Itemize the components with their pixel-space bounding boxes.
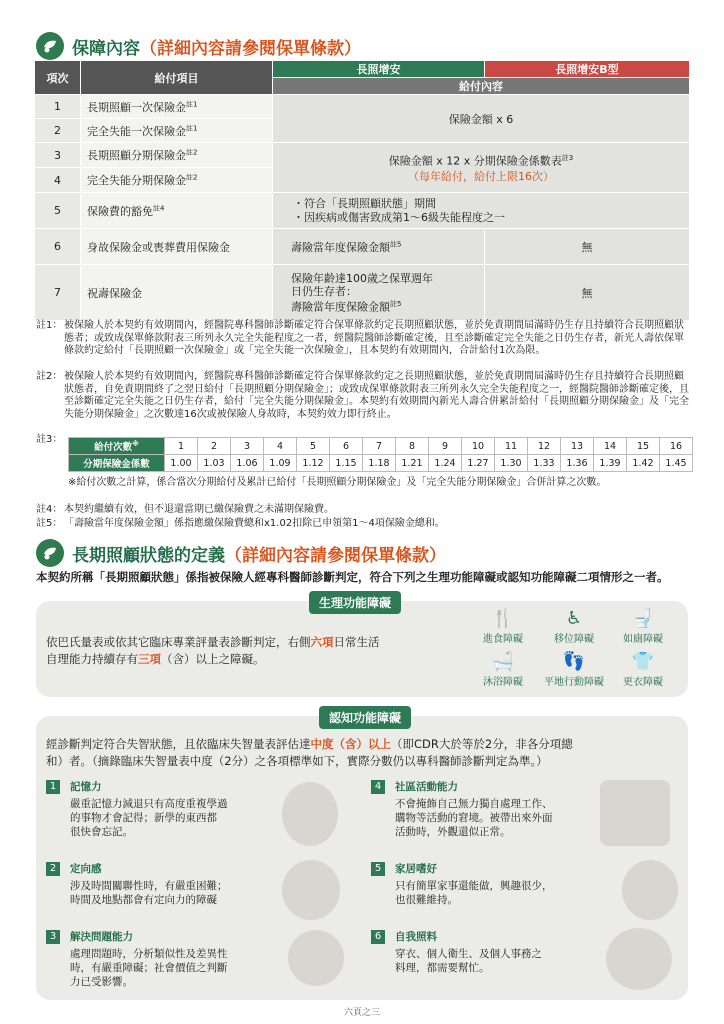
count-cell: 14: [594, 438, 627, 455]
row-item: 保險費的豁免$^{註4}$: [81, 193, 273, 229]
row-no: 6: [35, 229, 81, 265]
brand-logo-icon: [36, 32, 64, 60]
section2-title: 長期照顧狀態的定義: [72, 545, 225, 566]
elderly-calendar-illustration: [282, 860, 340, 920]
count-cell: 9: [429, 438, 462, 455]
card-body: 只有簡單家事還能做，興趣很少， 也很難維持。: [395, 880, 553, 906]
count-header: 給付次數※: [69, 438, 165, 455]
coef-cell: 1.45: [660, 455, 693, 472]
section2-subtitle: （詳細內容請參閱保單條款）: [225, 545, 446, 566]
note-1: 註1： 被保險人於本契約有效期間內，經醫院專科醫師診斷確定符合保單條款約定長期照顧狀態，並於免責期間屆滿時仍生存且持續符合長期照顧狀態者；或致成保單條款附表三所列永久完全失能程度之一者，經醫院醫師診斷確定後，且至診斷確定完全失能之日仍生存者，新光人壽依保單條款約定給付「長期照顧一次保險金」或「完全失能一次保險金」，且本契約有效期間內，合計給付1次為限。: [36, 320, 684, 356]
row-no: 2: [35, 119, 81, 143]
coef-cell: 1.06: [231, 455, 264, 472]
coef-cell: 1.42: [627, 455, 660, 472]
row-no: 4: [35, 168, 81, 193]
card-number: 6: [371, 930, 385, 944]
row-item: 長期照顧一次保險金$^{註1}$: [81, 95, 273, 119]
crosswalk-illustration: [600, 780, 670, 846]
count-cell: 16: [660, 438, 693, 455]
row-item: 完全失能分期保險金$^{註2}$: [81, 168, 273, 193]
note-5: 註5： 「壽險當年度保險金額」係指應繳保險費總和x1.02扣除已申領第1～4項保險金總和。: [36, 518, 445, 529]
r6-content: 壽險當年度保險金額$^{註5}$: [273, 229, 485, 265]
impairment-label: 平地行動障礙: [544, 677, 604, 688]
coef-cell: 1.00: [165, 455, 198, 472]
card-title: 自我照料: [395, 931, 437, 943]
impairment-label: 移位障礙: [554, 634, 594, 645]
coef-cell: 1.21: [396, 455, 429, 472]
card-title: 家居嗜好: [395, 863, 437, 875]
elderly-confused-illustration: [282, 782, 338, 846]
content-header: 給付內容: [273, 78, 690, 95]
card-title: 記憶力: [70, 781, 102, 793]
row-no: 3: [35, 143, 81, 168]
physical-icon-item: [468, 608, 538, 645]
physical-icon-item: [608, 651, 678, 688]
card-title: 解決問題能力: [70, 931, 133, 943]
row-no: 1: [35, 95, 81, 119]
impairment-icon: 🍴: [491, 608, 515, 629]
impairment-label: 更衣障礙: [623, 677, 663, 688]
card-body: 涉及時間關聯性時，有嚴重困難； 時間及地點都會有定向力的障礙: [70, 880, 228, 906]
physical-icon-item: [468, 651, 538, 688]
impairment-icon: ♿: [565, 608, 583, 629]
cognitive-text: 經診斷判定符合失智狀態，且依臨床失智量表評估達中度（含）以上（即CDR大於等於2分，非各分項總 和）者。（摘錄臨床失智量表中度（2分）之各項標準如下，實際分數仍以專科醫師診斷判定為準。）: [46, 737, 573, 768]
section2-heading: [36, 539, 446, 567]
note-3: ※給付次數之計算，係合當次分期給付及累計已給付「長期照顧分期保險金」及「完全失能分期保險金」合併計算之次數。: [68, 477, 607, 488]
r7-none: 無: [485, 265, 690, 321]
count-cell: 6: [330, 438, 363, 455]
row-no: 7: [35, 265, 81, 321]
row-item: 長期照顧分期保險金$^{註2}$: [81, 143, 273, 168]
coef-cell: 1.03: [198, 455, 231, 472]
count-cell: 4: [264, 438, 297, 455]
card-number: 3: [46, 930, 60, 944]
r5-content: ・符合「長期照顧狀態」期間 ・因疾病或傷害致成第1～6級失能程度之一: [273, 193, 690, 229]
coef-cell: 1.30: [495, 455, 528, 472]
section1-heading: [36, 32, 361, 60]
physical-icon-item: [608, 608, 678, 645]
impairment-icon: 🚽: [631, 608, 655, 629]
r6-none: 無: [485, 229, 690, 265]
count-cell: 7: [363, 438, 396, 455]
elderly-chair-illustration: [622, 860, 678, 920]
impairment-label: 沐浴障礙: [483, 677, 523, 688]
plan1-header: 長照增安: [273, 61, 485, 78]
row-no: 5: [35, 193, 81, 229]
physical-icon-item: [539, 651, 609, 688]
impairment-icon: 🛁: [491, 651, 515, 672]
note-3-label: 註3：: [36, 434, 63, 445]
impairment-label: 如廁障礙: [623, 634, 663, 645]
count-cell: 1: [165, 438, 198, 455]
count-cell: 10: [462, 438, 495, 455]
r12-content: 保險金額 x 6: [273, 95, 690, 143]
plan2-header: 長照增安B型: [485, 61, 690, 78]
coefficient-table: [68, 437, 693, 472]
elderly-thinking-illustration: [288, 930, 344, 986]
page-footer: 六頁之三: [343, 1008, 380, 1018]
note-4: 註4： 本契約繼續有效，但不退還當期已繳保險費之未滿期保險費。: [36, 504, 334, 515]
section1-subtitle: （詳細內容請參閱保單條款）: [140, 38, 361, 59]
section1-title: 保障內容: [72, 38, 140, 59]
card-body: 處理問題時，分析類似性及差異性 時，有嚴重障礙；社會價值之判斷 力已受影響。: [70, 948, 228, 988]
card-number: 5: [371, 862, 385, 876]
coef-cell: 1.12: [297, 455, 330, 472]
r7-content: 保險年齡達100歲之保單週年 日仍生存者： 壽險當年度保險金額$^{註5}$: [273, 265, 485, 321]
note-2: 註2： 被保險人於本契約有效期間內，經醫院專科醫師診斷確定符合保單條款約定之長期照顧狀態，並於免責期間屆滿時仍生存且持續符合長期照顧狀態者，自免責期間終了之翌日給付「長期照顧分期保險金」；或致成保單條款附表三所列永久完全失能程度之一，經醫院醫師診斷確定後，且至診斷確定完全失能之日仍生存者，給付「完全失能分期保險金」。本契約有效期間內新光人壽合併累計給付「長期照顧分期保險金」及「完全失能分期保險金」之次數達16次或被保險人身故時，本契約效力即行終止。: [36, 371, 689, 420]
count-cell: 3: [231, 438, 264, 455]
physical-text: 依巴氏量表或依其它臨床專業評量表診斷判定，右側六項日常生活 自理能力持續存有三項（含）以上之障礙。: [46, 635, 380, 666]
card-number: 1: [46, 780, 60, 794]
col-no-header: 項次: [35, 61, 81, 95]
card-body: 不會掩飾自己無力獨自處理工作、 購物等活動的窘境。被帶出來外面 活動時，外觀還似正常。: [395, 798, 553, 838]
caregiver-illustration: [606, 928, 672, 990]
card-body: 穿衣、個人衛生、及個人事務之 料理，都需要幫忙。: [395, 948, 542, 974]
row-item: 祝壽保險金: [81, 265, 273, 321]
benefit-table: [34, 60, 690, 321]
coef-cell: 1.18: [363, 455, 396, 472]
coef-cell: 1.33: [528, 455, 561, 472]
physical-icon-item: [539, 608, 609, 645]
impairment-icon: 👣: [562, 651, 586, 672]
card-title: 定向感: [70, 863, 102, 875]
count-cell: 11: [495, 438, 528, 455]
card-title: 社區活動能力: [395, 781, 458, 793]
coef-cell: 1.27: [462, 455, 495, 472]
cognitive-tag: 認知功能障礙: [319, 706, 411, 729]
card-number: 2: [46, 862, 60, 876]
brand-logo-icon: [36, 539, 64, 567]
coef-cell: 1.36: [561, 455, 594, 472]
coef-cell: 1.24: [429, 455, 462, 472]
coef-cell: 1.09: [264, 455, 297, 472]
count-cell: 5: [297, 438, 330, 455]
physical-tag: 生理功能障礙: [309, 591, 401, 614]
count-cell: 2: [198, 438, 231, 455]
count-cell: 15: [627, 438, 660, 455]
section2-intro: 本契約所稱「長期照顧狀態」係指被保險人經專科醫師診斷判定，符合下列之生理功能障礙或認知功能障礙二項情形之一者。: [36, 570, 669, 584]
count-cell: 12: [528, 438, 561, 455]
count-cell: 13: [561, 438, 594, 455]
impairment-label: 進食障礙: [483, 634, 523, 645]
row-item: 完全失能一次保險金$^{註1}$: [81, 119, 273, 143]
card-number: 4: [371, 780, 385, 794]
r34-content: 保險金額 x 12 x 分期保險金係數表$^{註3}$ （每年給付，給付上限16次）: [273, 143, 690, 193]
coef-header: 分期保險金係數: [69, 455, 165, 472]
coef-cell: 1.39: [594, 455, 627, 472]
coef-cell: 1.15: [330, 455, 363, 472]
row-item: 身故保險金或喪葬費用保險金: [81, 229, 273, 265]
col-item-header: 給付項目: [81, 61, 273, 95]
count-cell: 8: [396, 438, 429, 455]
impairment-icon: 👕: [631, 651, 655, 672]
card-body: 嚴重記憶力減退只有高度重複學過 的事物才會記得；新學的東西都 很快會忘記。: [70, 798, 228, 838]
